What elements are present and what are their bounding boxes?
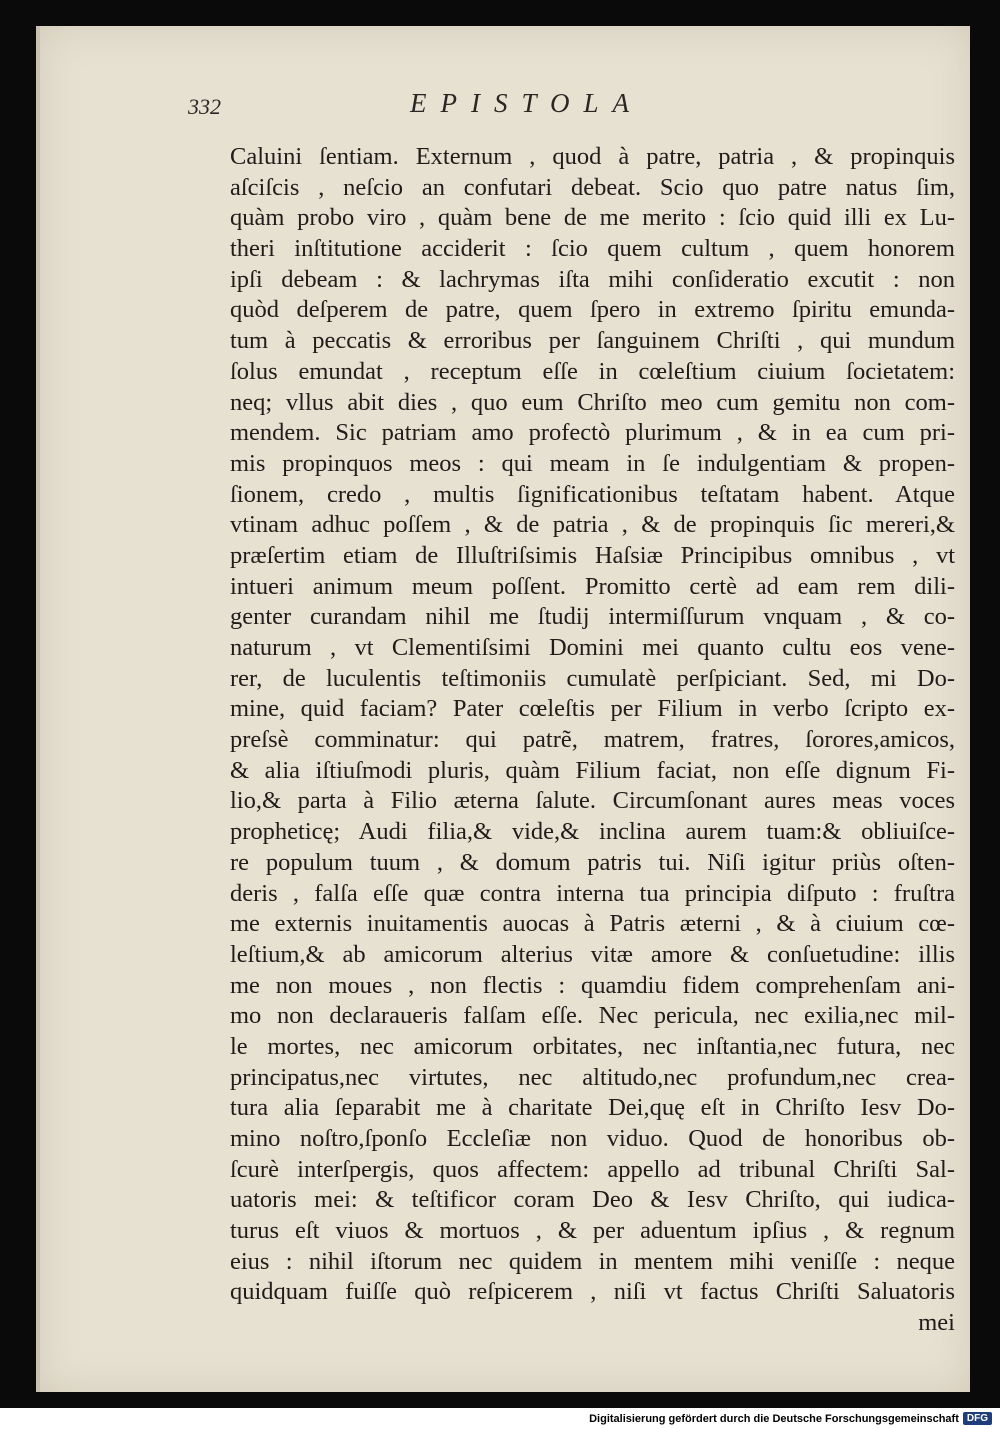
footer-bar bbox=[0, 1408, 1000, 1429]
text-line: Caluini ſentiam. Externum , quod à patre, patria , & propinquis bbox=[230, 143, 955, 170]
text-line: uatoris mei: & teſtificor coram Deo & Iesv Chriſto, qui iudica- bbox=[230, 1186, 955, 1214]
text-line: mine, quid faciam? Pater cœleſtis per Filium in verbo ſcripto ex- bbox=[230, 695, 955, 723]
text-line: præſertim etiam de Illuſtriſsimis Haſsiæ Principibus omnibus , vt bbox=[230, 541, 955, 569]
text-line: naturum , vt Clementiſsimi Domini mei quanto cultu eos vene- bbox=[230, 634, 955, 661]
text-line: mei bbox=[918, 1309, 955, 1337]
text-line: principatus,nec virtutes, nec altitudo,nec profundum,nec crea- bbox=[230, 1063, 955, 1091]
text-line: quidquam fuiſſe quò reſpicerem , niſi vt factus Chriſti Saluatoris bbox=[230, 1278, 955, 1306]
text-line: theri inſtitutione acciderit : ſcio quem cultum , quem honorem bbox=[230, 235, 955, 263]
text-line: mo non declaraueris falſam eſſe. Nec pericula, nec exilia,nec mil- bbox=[230, 1002, 955, 1030]
text-line: re populum tuum , & domum patris tui. Niſi igitur priùs oſten- bbox=[230, 848, 955, 876]
text-line: eius : nihil iſtorum nec quidem in mentem mihi veniſſe : neque bbox=[230, 1247, 955, 1275]
text-line: me non moues , non flectis : quamdiu fidem comprehenſam ani- bbox=[230, 971, 955, 999]
text-line: ipſi debeam : & lachrymas iſta mihi conſideratio excutit : non bbox=[230, 265, 955, 293]
text-line: neq; vllus abit dies , quo eum Chriſto meo cum gemitu non com- bbox=[230, 388, 955, 416]
text-line: le mortes, nec amicorum orbitates, nec inſtantia,nec futura, nec bbox=[230, 1032, 955, 1060]
text-line: quòd deſperem de patre, quem ſpero in extremo ſpiritu emunda- bbox=[230, 296, 955, 324]
text-line: mendem. Sic patriam amo profectò plurimum , & in ea cum pri- bbox=[230, 419, 955, 447]
dfg-logo-icon: DFG bbox=[963, 1412, 992, 1425]
text-line: mino noſtro,ſponſo Eccleſiæ non viduo. Quod de honoribus ob- bbox=[230, 1125, 955, 1152]
text-line: preſsè comminatur: qui patrẽ, matrem, fratres, ſorores,amicos, bbox=[230, 726, 955, 754]
text-line: ſolus emundat , receptum eſſe in cœleſtium ciuium ſocietatem: bbox=[230, 357, 955, 385]
text-line: rer, de luculentis teſtimoniis cumulatè perſpiciant. Sed, mi Do- bbox=[230, 664, 955, 692]
running-head: EPISTOLA bbox=[410, 88, 644, 118]
text-line: genter curandam nihil me ſtudij intermiſſurum vnquam , & co- bbox=[230, 603, 955, 631]
text-line: vtinam adhuc poſſem , & de patria , & de propinquis ſic mereri,& bbox=[230, 511, 955, 539]
text-line: deris , falſa eſſe quæ contra interna tua principia diſputo : fruſtra bbox=[230, 879, 955, 907]
text-line: lio,& parta à Filio æterna ſalute. Circumſonant aures meas voces bbox=[230, 787, 955, 815]
text-line: ſionem, credo , multis ſignificationibus teſtatam habent. Atque bbox=[230, 480, 955, 508]
text-line: turus eſt viuos & mortuos , & per aduentum ipſius , & regnum bbox=[230, 1217, 955, 1245]
text-line: me externis inuitamentis auocas à Patris æterni , & à ciuium cœ- bbox=[230, 910, 955, 938]
text-line: intueri animum meum poſſent. Promitto certè ad eam rem dili- bbox=[230, 572, 955, 600]
text-line: tum à peccatis & erroribus per ſanguinem Chriſti , qui mundum bbox=[230, 327, 955, 355]
text-line: quàm probo viro , quàm bene de me merito : ſcio quid illi ex Lu- bbox=[230, 204, 955, 232]
text-line: tura alia ſeparabit me à charitate Dei,quę eſt in Chriſto Iesv Do- bbox=[230, 1094, 955, 1122]
text-line: aſciſcis , neſcio an confutari debeat. Scio quo patre natus ſim, bbox=[230, 173, 955, 201]
funding-notice: Digitalisierung gefördert durch die Deutsche Forschungsgemeinschaft bbox=[589, 1412, 959, 1425]
text-line: propheticę; Audi filia,& vide,& inclina aurem tuam:& obliuiſce- bbox=[230, 818, 955, 846]
text-line: leſtium,& ab amicorum alterius vitæ amore & conſuetudine: illis bbox=[230, 940, 955, 968]
text-line: mis propinquos meos : qui meam in ſe indulgentiam & propen- bbox=[230, 449, 955, 477]
body-text bbox=[230, 142, 955, 1339]
text-line: ſcurè interſpergis, quos affectem: appello ad tribunal Chriſti Sal- bbox=[230, 1155, 955, 1183]
page-number: 332 bbox=[188, 94, 221, 119]
text-line: & alia iſtiuſmodi pluris, quàm Filium faciat, non eſſe dignum Fi- bbox=[230, 756, 955, 784]
